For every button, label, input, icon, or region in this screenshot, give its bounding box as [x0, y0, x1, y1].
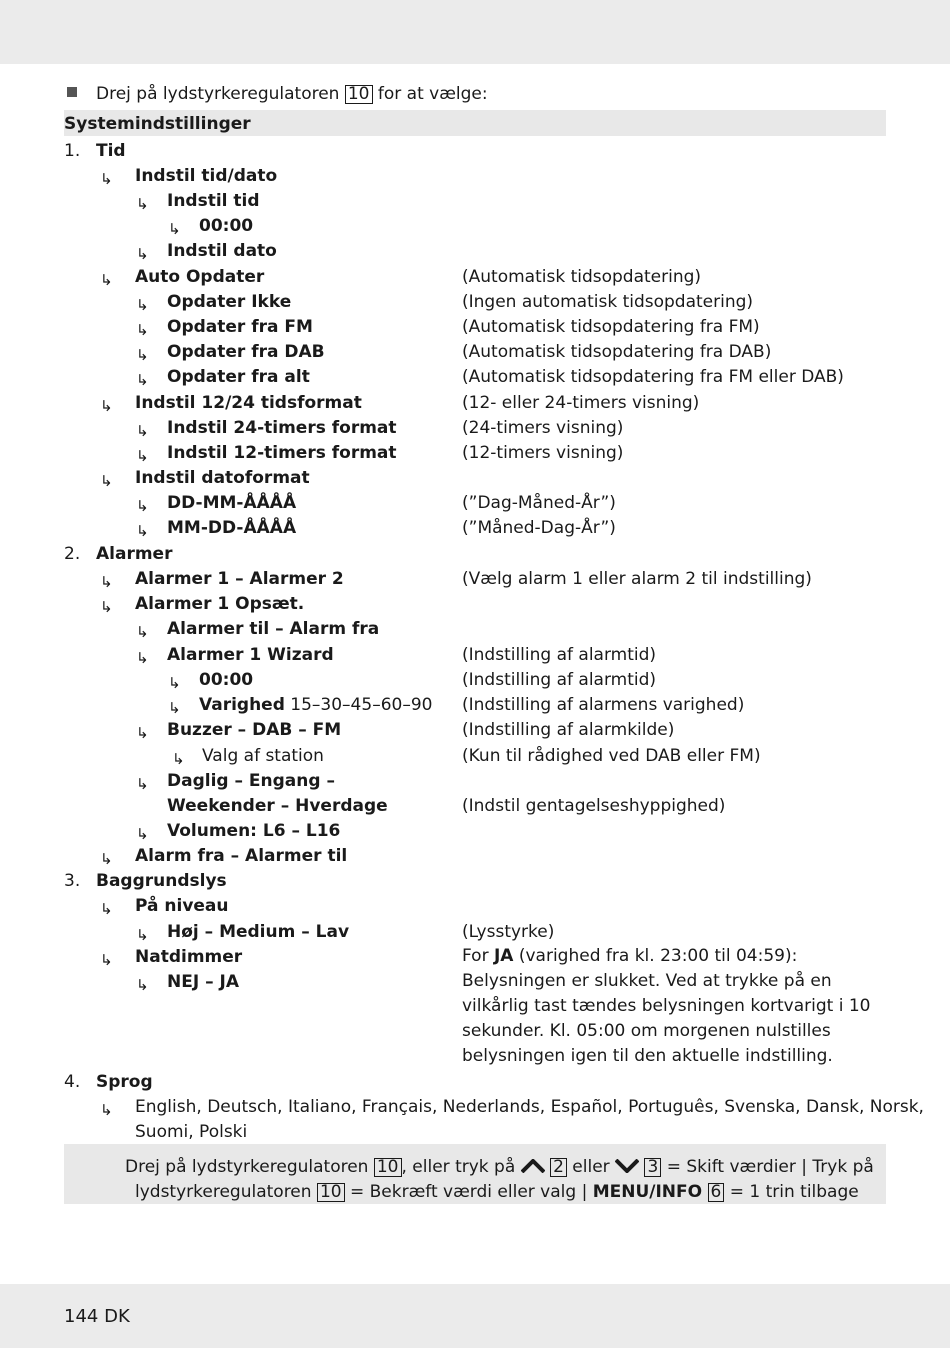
note-line-2: lydstyrkeregulatoren 10 = Bekræft værdi eller valg | MENU/INFO 6 = 1 trin tilbage — [135, 1182, 859, 1202]
sub-arrow-icon: ↳ — [136, 724, 149, 742]
description: (Automatisk tidsopdatering fra FM eller DAB) — [462, 367, 844, 387]
sub-arrow-icon: ↳ — [136, 623, 149, 641]
chevron-down-icon — [615, 1159, 639, 1173]
description: (Indstilling af alarmens varighed) — [462, 695, 745, 715]
description: (”Dag-Måned-År”) — [462, 493, 616, 513]
item-number: 2. — [64, 544, 81, 564]
sub-arrow-icon: ↳ — [136, 649, 149, 667]
sub-arrow-icon: ↳ — [172, 750, 185, 768]
sub-arrow-icon: ↳ — [136, 775, 149, 793]
item-number: 4. — [64, 1072, 81, 1092]
note-line-1: Drej på lydstyrkeregulatoren 10 , eller tryk på 2 eller 3 = Skift værdier | Tryk på — [125, 1157, 874, 1177]
sub-arrow-icon: ↳ — [100, 397, 113, 415]
sub-arrow-icon: ↳ — [136, 825, 149, 843]
sub-arrow-icon: ↳ — [136, 245, 149, 263]
sub-arrow-icon: ↳ — [136, 926, 149, 944]
section-title: Systemindstillinger — [64, 114, 251, 134]
description: (Automatisk tidsopdatering fra FM) — [462, 317, 760, 337]
item-number: 1. — [64, 141, 81, 161]
sub-arrow-icon: ↳ — [100, 271, 113, 289]
sub-arrow-icon: ↳ — [168, 699, 181, 717]
sub-arrow-icon: ↳ — [136, 346, 149, 364]
square-bullet-icon — [67, 87, 77, 97]
description: (12- eller 24-timers visning) — [462, 393, 700, 413]
sub-arrow-icon: ↳ — [136, 321, 149, 339]
item-baggrundslys: Baggrundslys — [96, 871, 227, 891]
sub-arrow-icon: ↳ — [136, 497, 149, 515]
sub-arrow-icon: ↳ — [136, 522, 149, 540]
language-list: Suomi, Polski — [135, 1122, 248, 1142]
description: (Lysstyrke) — [462, 922, 555, 942]
sub-arrow-icon: ↳ — [100, 472, 113, 490]
sub-arrow-icon: ↳ — [100, 170, 113, 188]
sub-arrow-icon: ↳ — [136, 195, 149, 213]
item-alarmer: Alarmer — [96, 544, 173, 564]
description: (Kun til rådighed ved DAB eller FM) — [462, 746, 761, 766]
sub-arrow-icon: ↳ — [168, 674, 181, 692]
sub-arrow-icon: ↳ — [100, 573, 113, 591]
sub-arrow-icon: ↳ — [100, 598, 113, 616]
top-bar — [0, 0, 950, 64]
sub-arrow-icon: ↳ — [136, 447, 149, 465]
description: (12-timers visning) — [462, 443, 624, 463]
description: (Indstilling af alarmtid) — [462, 645, 657, 665]
intro-line: Drej på lydstyrkeregulatoren 10 for at vælge: — [96, 84, 488, 104]
sub-arrow-icon: ↳ — [136, 371, 149, 389]
menu-row: Weekender – Hverdage — [167, 796, 388, 816]
sub-arrow-icon: ↳ — [100, 1101, 113, 1119]
sub-arrow-icon: ↳ — [136, 976, 149, 994]
sub-arrow-icon: ↳ — [100, 900, 113, 918]
page-number: 144 DK — [64, 1306, 130, 1327]
description: (Indstil gentagelseshyppighed) — [462, 796, 726, 816]
sub-arrow-icon: ↳ — [100, 850, 113, 868]
description: (Automatisk tidsopdatering fra DAB) — [462, 342, 772, 362]
chevron-up-icon — [521, 1159, 545, 1173]
item-sprog: Sprog — [96, 1072, 153, 1092]
description: (24-timers visning) — [462, 418, 624, 438]
description: (Ingen automatisk tidsopdatering) — [462, 292, 754, 312]
sub-arrow-icon: ↳ — [168, 220, 181, 238]
item-tid: Tid — [96, 141, 126, 161]
description: (”Måned-Dag-År”) — [462, 518, 616, 538]
night-dimmer-description: For JA (varighed fra kl. 23:00 til 04:59): Belysningen er slukket. Ved at trykke på en vilkårlig tast tændes belysningen kortvarigt i 10 sekunder. Kl. 05:00 om morgenen nulstilles belysningen igen til den aktuelle indstilling. — [462, 946, 871, 1066]
sub-arrow-icon: ↳ — [136, 422, 149, 440]
ref-box: 10 — [345, 85, 373, 104]
description: (Automatisk tidsopdatering) — [462, 267, 702, 287]
item-number: 3. — [64, 871, 81, 891]
description: (Vælg alarm 1 eller alarm 2 til indstilling) — [462, 569, 812, 589]
description: (Indstilling af alarmtid) — [462, 670, 657, 690]
bottom-bar — [0, 1284, 950, 1348]
description: (Indstilling af alarmkilde) — [462, 720, 675, 740]
sub-arrow-icon: ↳ — [136, 296, 149, 314]
sub-arrow-icon: ↳ — [100, 951, 113, 969]
